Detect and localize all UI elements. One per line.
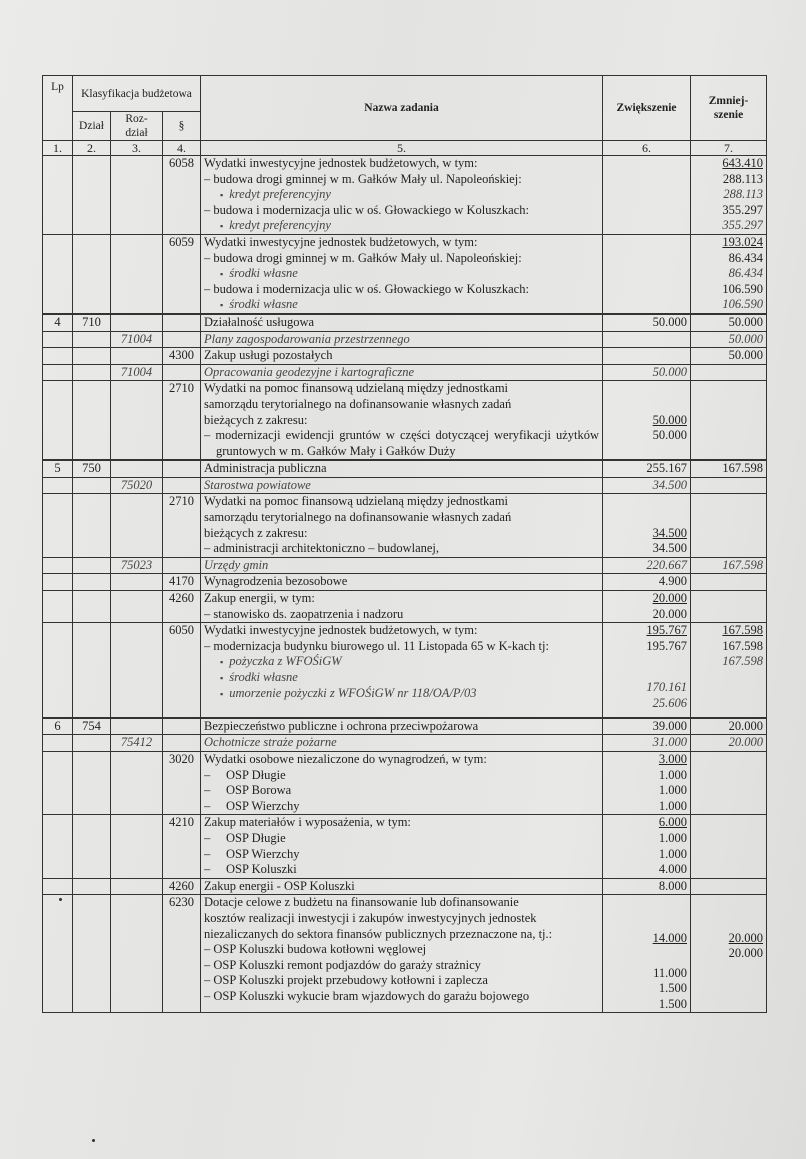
decrease-total: 193.024 [722, 234, 764, 249]
section-title: Bezpieczeństwo publiczne i ochrona przeciwpożarowa [201, 718, 603, 735]
decrease-value: 288.113 [723, 187, 764, 202]
task-cell [201, 234, 603, 313]
task-subitem: ▪ pożyczka z WFOŚiGW [204, 654, 599, 670]
dzial-code: 750 [73, 460, 111, 477]
increase-total: 6.000 [658, 815, 688, 830]
increase-total: 50.000 [603, 314, 691, 331]
increase-total: 14.000 [652, 930, 688, 945]
task-item: – stanowisko ds. zaopatrzenia i nadzoru [204, 607, 599, 623]
task-item: – OSP Borowa [204, 783, 599, 799]
paragraf-code: 4260 [163, 591, 201, 623]
task-item: – OSP Koluszki wykucie bram wjazdowych do garażu bojowego [204, 989, 599, 1005]
rozdzial-code: 75020 [111, 477, 163, 494]
header-rozdzial: Roz-dział [111, 112, 163, 141]
decrease-cell [691, 895, 767, 1013]
table-row-section [43, 718, 767, 735]
task-item: – OSP Koluszki remont podjazdów do garaży strażnicy [204, 958, 599, 974]
increase-total: 255.167 [603, 460, 691, 477]
increase-value: 4.900 [603, 574, 691, 591]
decrease-value: 86.434 [728, 250, 764, 265]
increase-value: 25.606 [652, 695, 688, 710]
header-task-name: Nazwa zadania [201, 76, 603, 141]
task-title: Wydatki osobowe niezaliczone do wynagrodzeń, w tym: [204, 751, 487, 766]
rozdzial-title: Opracowania geodezyjne i kartograficzne [201, 364, 603, 381]
increase-total: 50.000 [652, 412, 688, 427]
table-row [43, 815, 767, 878]
paragraf-code: 4170 [163, 574, 201, 591]
decrease-value: 288.113 [722, 171, 764, 186]
col-number: 5. [201, 141, 603, 156]
task-item: – budowa drogi gminnej w m. Gałków Mały ul. Napoleońskiej: [204, 251, 599, 267]
task-cell [201, 381, 603, 460]
increase-total: 34.500 [652, 525, 688, 540]
task-title-line: bieżących z zakresu: [204, 525, 308, 540]
increase-total: 39.000 [603, 718, 691, 735]
task-item: – OSP Wierzchy [204, 799, 599, 815]
decrease-value: 20.000 [691, 735, 767, 752]
increase-value: 34.500 [603, 477, 691, 494]
section-title: Działalność usługowa [201, 314, 603, 331]
col-number: 2. [73, 141, 111, 156]
header-dzial: Dział [73, 112, 111, 141]
col-number: 3. [111, 141, 163, 156]
paragraf-code: 2710 [163, 494, 201, 557]
paragraf-code: 6059 [163, 234, 201, 313]
decrease-value: 355.297 [722, 202, 764, 217]
budget-table [42, 75, 767, 1013]
task-title: Zakup materiałów i wyposażenia, w tym: [204, 815, 411, 830]
decrease-value: 50.000 [691, 348, 767, 365]
task-item: – administracji architektoniczno – budowlanej, [204, 541, 599, 557]
table-row [43, 574, 767, 591]
increase-cell [603, 591, 691, 623]
table-row [43, 381, 767, 460]
rozdzial-title: Urzędy gmin [201, 557, 603, 574]
increase-value: 1.000 [658, 846, 688, 861]
decrease-cell [691, 623, 767, 718]
task-title: Wydatki inwestycyjne jednostek budżetowych, w tym: [204, 234, 478, 249]
paragraf-code: 4300 [163, 348, 201, 365]
increase-value: 195.767 [646, 638, 688, 653]
task-item: – budowa drogi gminnej w m. Gałków Mały ul. Napoleońskiej: [204, 172, 599, 188]
task-title: Zakup usługi pozostałych [201, 348, 603, 365]
col-number: 6. [603, 141, 691, 156]
dzial-code: 754 [73, 718, 111, 735]
increase-cell [603, 895, 691, 1013]
task-title-line: samorządu terytorialnego na dofinansowanie własnych zadań [204, 510, 512, 525]
decrease-total: 167.598 [722, 623, 764, 638]
decrease-value: 167.598 [691, 557, 767, 574]
table-row [43, 895, 767, 1013]
paragraf-code: 6058 [163, 156, 201, 235]
task-subitem: ▪ środki własne [204, 670, 599, 686]
header-decrease: Zmniej-szenie [691, 76, 767, 141]
table-row [43, 623, 767, 718]
task-title-line: niezaliczanych do sektora finansów publicznych przeznaczone na, tj.: [204, 926, 553, 941]
col-number: 1. [43, 141, 73, 156]
table-row [43, 364, 767, 381]
increase-cell [603, 751, 691, 814]
task-subitem: ▪ środki własne [204, 266, 599, 282]
table-row [43, 234, 767, 313]
rozdzial-code: 75023 [111, 557, 163, 574]
task-cell [201, 895, 603, 1013]
task-subitem: ▪ kredyt preferencyjny [204, 218, 599, 234]
table-row [43, 477, 767, 494]
task-item: – OSP Długie [204, 768, 599, 784]
increase-value: 11.000 [653, 965, 688, 980]
increase-value: 170.161 [646, 680, 688, 694]
task-item: – budowa i modernizacja ulic w oś. Głowackiego w Koluszkach: [204, 282, 599, 298]
col-number: 4. [163, 141, 201, 156]
task-cell [201, 623, 603, 718]
table-row [43, 735, 767, 752]
rozdzial-title: Ochotnicze straże pożarne [201, 735, 603, 752]
increase-total: 20.000 [652, 591, 688, 606]
table-row-section [43, 460, 767, 477]
decrease-value: 20.000 [728, 946, 764, 961]
task-item: – OSP Koluszki budowa kotłowni węglowej [204, 942, 599, 958]
increase-cell [603, 494, 691, 557]
decrease-total: 50.000 [691, 314, 767, 331]
decrease-total: 20.000 [691, 718, 767, 735]
paragraf-code: 6050 [163, 623, 201, 718]
header-increase: Zwiększenie [603, 76, 691, 141]
rozdzial-code: 75412 [111, 735, 163, 752]
increase-value: 34.500 [652, 541, 688, 556]
paragraf-code: 3020 [163, 751, 201, 814]
increase-total: 3.000 [658, 751, 688, 766]
task-item: – OSP Długie [204, 831, 599, 847]
rozdzial-code: 71004 [111, 331, 163, 348]
rozdzial-title: Starostwa powiatowe [201, 477, 603, 494]
task-item: – budowa i modernizacja ulic w oś. Głowackiego w Koluszkach: [204, 203, 599, 219]
task-cell [201, 815, 603, 878]
increase-value: 1.000 [658, 783, 688, 798]
header-paragraf: § [163, 112, 201, 141]
increase-value: 50.000 [652, 428, 688, 443]
rozdzial-title: Plany zagospodarowania przestrzennego [201, 331, 603, 348]
table-row [43, 348, 767, 365]
lp-number: 4 [43, 314, 73, 331]
decrease-value: 50.000 [691, 331, 767, 348]
lp-number: 5 [43, 460, 73, 477]
rozdzial-code: 71004 [111, 364, 163, 381]
task-item: – OSP Koluszki [204, 862, 599, 878]
task-title: Zakup energii, w tym: [204, 591, 315, 606]
decrease-value: 167.598 [722, 638, 764, 653]
task-item: – modernizacji ewidencji gruntów w części dotyczącej weryfikacji użytków gruntowych w m. Gałków Mały i Gałków Duży [204, 428, 599, 459]
section-title: Administracja publiczna [201, 460, 603, 477]
task-cell [201, 494, 603, 557]
table-row [43, 557, 767, 574]
task-cell [201, 751, 603, 814]
task-title: Wydatki inwestycyjne jednostek budżetowych, w tym: [204, 156, 478, 170]
decrease-total: 167.598 [691, 460, 767, 477]
task-subitem: ▪ umorzenie pożyczki z WFOŚiGW nr 118/OA/P/03 [204, 686, 599, 702]
task-title-line: bieżących z zakresu: [204, 412, 308, 427]
decrease-value: 86.434 [728, 266, 764, 281]
decrease-value: 106.590 [722, 281, 764, 296]
table-row [43, 751, 767, 814]
task-title-line: Wydatki na pomoc finansową udzielaną między jednostkami [204, 381, 509, 396]
task-title-line: Wydatki na pomoc finansową udzielaną między jednostkami [204, 494, 509, 509]
increase-value: 1.500 [658, 981, 688, 996]
header-lp: Lp [43, 76, 73, 141]
task-cell [201, 591, 603, 623]
paragraf-code: 2710 [163, 381, 201, 460]
decrease-value: 106.590 [722, 297, 764, 312]
task-item: – modernizacja budynku biurowego ul. 11 Listopada 65 w K-kach tj: [204, 639, 599, 655]
increase-value: 1.000 [658, 798, 688, 813]
table-row-section [43, 314, 767, 331]
increase-value: 20.000 [652, 606, 688, 621]
table-row [43, 156, 767, 235]
increase-cell [603, 381, 691, 460]
decrease-value: 355.297 [722, 218, 764, 233]
increase-total: 195.767 [646, 623, 688, 638]
decrease-total: 20.000 [728, 930, 764, 945]
table-row [43, 331, 767, 348]
col-number: 7. [691, 141, 767, 156]
task-title-line: Dotacje celowe z budżetu na finansowanie lub dofinansowanie [204, 895, 519, 910]
task-subitem: ▪ środki własne [204, 297, 599, 313]
increase-cell [603, 623, 691, 718]
increase-value: 4.000 [658, 862, 688, 877]
task-item: – OSP Koluszki projekt przebudowy kotłowni i zaplecza [204, 973, 599, 989]
task-cell [201, 156, 603, 235]
increase-value: 1.000 [658, 767, 688, 782]
paragraf-code: 4260 [163, 878, 201, 895]
table-row [43, 494, 767, 557]
header-classification: Klasyfikacja budżetowa [73, 76, 201, 112]
decrease-cell [691, 156, 767, 235]
task-item: – OSP Wierzchy [204, 847, 599, 863]
decrease-cell [691, 234, 767, 313]
scan-speck [92, 1139, 95, 1142]
task-title: Wynagrodzenia bezosobowe [201, 574, 603, 591]
increase-value: 1.000 [658, 830, 688, 845]
dzial-code: 710 [73, 314, 111, 331]
task-title: Zakup energii - OSP Koluszki [201, 878, 603, 895]
table-row [43, 878, 767, 895]
increase-value: 50.000 [603, 364, 691, 381]
task-subitem: ▪ kredyt preferencyjny [204, 187, 599, 203]
increase-value: 8.000 [603, 878, 691, 895]
task-title: Wydatki inwestycyjne jednostek budżetowych, w tym: [204, 623, 478, 638]
task-title-line: kosztów realizacji inwestycji i zakupów inwestycyjnych jednostek [204, 910, 537, 925]
increase-value: 1.500 [658, 996, 688, 1011]
decrease-total: 643.410 [722, 156, 764, 170]
increase-cell [603, 815, 691, 878]
lp-number: 6 [43, 718, 73, 735]
paragraf-code: 4210 [163, 815, 201, 878]
decrease-value: 167.598 [722, 654, 764, 669]
increase-value: 31.000 [603, 735, 691, 752]
table-row [43, 591, 767, 623]
increase-value: 220.667 [603, 557, 691, 574]
paragraf-code: 6230 [163, 895, 201, 1013]
task-title-line: samorządu terytorialnego na dofinansowanie własnych zadań [204, 396, 512, 411]
